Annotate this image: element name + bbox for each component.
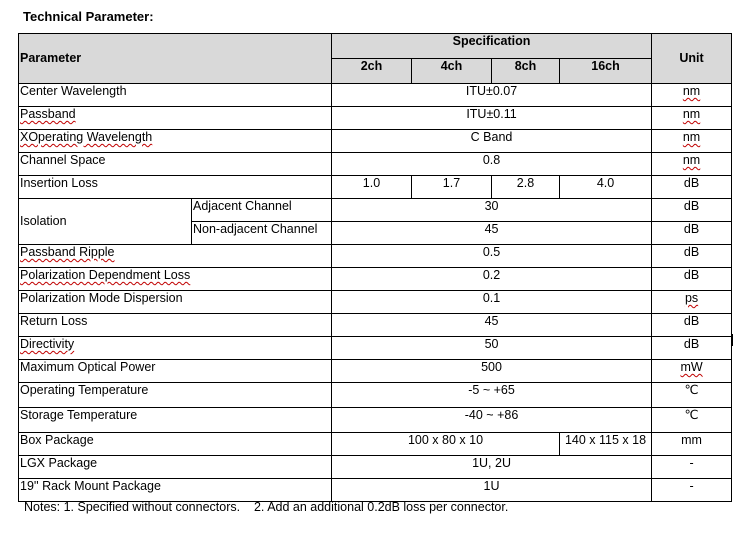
row-unit: mm: [652, 433, 732, 456]
row-unit: ℃: [652, 408, 732, 433]
row-unit: [652, 130, 732, 153]
table-row: [19, 456, 732, 479]
row-value: 45: [332, 314, 652, 337]
table-row: [19, 383, 732, 408]
label-text: Passband: [20, 107, 76, 121]
unit-text: nm: [682, 84, 701, 98]
channel-header-4ch: 4ch: [412, 59, 492, 84]
technical-parameter-table: [18, 33, 732, 502]
channel-header-16ch: 16ch: [560, 59, 652, 84]
table-row: [19, 360, 732, 383]
sub-label: Non-adjacent Channel: [192, 222, 332, 245]
row-unit: dB: [652, 314, 732, 337]
label-text: Directivity: [20, 337, 75, 351]
row-value: -40 ~ +86: [332, 408, 652, 433]
row-unit: [652, 153, 732, 176]
table-row: [19, 479, 732, 502]
sub-label: Adjacent Channel: [192, 199, 332, 222]
row-unit: dB: [652, 337, 732, 360]
channel-header-2ch: 2ch: [332, 59, 412, 84]
table-row: [19, 199, 732, 222]
insertion-loss-4ch: 1.7: [412, 176, 492, 199]
row-label: [19, 107, 332, 130]
row-unit: -: [652, 479, 732, 502]
row-value: 500: [332, 360, 652, 383]
row-value: 50: [332, 337, 652, 360]
row-value: ITU±0.07: [332, 84, 652, 107]
unit-header: Unit: [652, 34, 732, 84]
unit-text: nm: [682, 107, 701, 121]
table-row: [19, 107, 732, 130]
parameter-header: Parameter: [19, 34, 332, 84]
unit-text: mW: [680, 360, 703, 374]
row-unit: dB: [652, 268, 732, 291]
row-value: ITU±0.11: [332, 107, 652, 130]
box-package-16ch: 140 x 115 x 18: [560, 433, 652, 456]
row-label: Storage Temperature: [19, 408, 332, 433]
table-row: [19, 433, 732, 456]
row-label: Maximum Optical Power: [19, 360, 332, 383]
section-heading: Technical Parameter:: [23, 9, 154, 24]
row-value: 45: [332, 222, 652, 245]
channel-header-8ch: 8ch: [492, 59, 560, 84]
row-value: 30: [332, 199, 652, 222]
row-value: 0.1: [332, 291, 652, 314]
row-label: [19, 245, 332, 268]
row-value: 0.2: [332, 268, 652, 291]
row-unit: [652, 291, 732, 314]
unit-text: ps: [684, 291, 699, 305]
row-unit: -: [652, 456, 732, 479]
row-label: 19'' Rack Mount Package: [19, 479, 332, 502]
row-label: Channel Space: [19, 153, 332, 176]
row-label: Box Package: [19, 433, 332, 456]
row-unit: ℃: [652, 383, 732, 408]
unit-text: nm: [682, 130, 701, 144]
row-value: 100 x 80 x 10: [332, 433, 560, 456]
row-value: 0.8: [332, 153, 652, 176]
table-row: [19, 268, 732, 291]
table-row: [19, 314, 732, 337]
table-row: [19, 337, 732, 360]
table-row: [19, 176, 732, 199]
row-label: Insertion Loss: [19, 176, 332, 199]
row-unit: [652, 107, 732, 130]
row-unit: dB: [652, 245, 732, 268]
table-notes: Notes: 1. Specified without connectors. 2. Add an additional 0.2dB loss per connector.: [24, 500, 509, 514]
row-label: Center Wavelength: [19, 84, 332, 107]
row-label: [19, 268, 332, 291]
label-text: XOperating Wavelength: [20, 130, 153, 144]
row-value: C Band: [332, 130, 652, 153]
row-label: Polarization Mode Dispersion: [19, 291, 332, 314]
row-value: 1U, 2U: [332, 456, 652, 479]
label-text: Polarization Dependment Loss: [20, 268, 191, 282]
row-label: LGX Package: [19, 456, 332, 479]
table-row: [19, 408, 732, 433]
table-row: [19, 291, 732, 314]
row-unit: dB: [652, 222, 732, 245]
margin-mark: [731, 334, 733, 346]
specification-header: Specification: [332, 34, 652, 59]
table-row: [19, 245, 732, 268]
row-unit: [652, 360, 732, 383]
insertion-loss-8ch: 2.8: [492, 176, 560, 199]
row-unit: dB: [652, 199, 732, 222]
row-label: Return Loss: [19, 314, 332, 337]
table-row: [19, 130, 732, 153]
row-unit: [652, 84, 732, 107]
unit-text: nm: [682, 153, 701, 167]
row-value: -5 ~ +65: [332, 383, 652, 408]
label-text: Passband Ripple: [20, 245, 115, 259]
insertion-loss-16ch: 4.0: [560, 176, 652, 199]
isolation-label: Isolation: [19, 199, 192, 245]
row-label: [19, 130, 332, 153]
row-value: 1U: [332, 479, 652, 502]
row-value: 0.5: [332, 245, 652, 268]
table-row: [19, 153, 732, 176]
insertion-loss-2ch: 1.0: [332, 176, 412, 199]
row-label: [19, 337, 332, 360]
table-row: [19, 84, 732, 107]
row-unit: dB: [652, 176, 732, 199]
row-label: Operating Temperature: [19, 383, 332, 408]
